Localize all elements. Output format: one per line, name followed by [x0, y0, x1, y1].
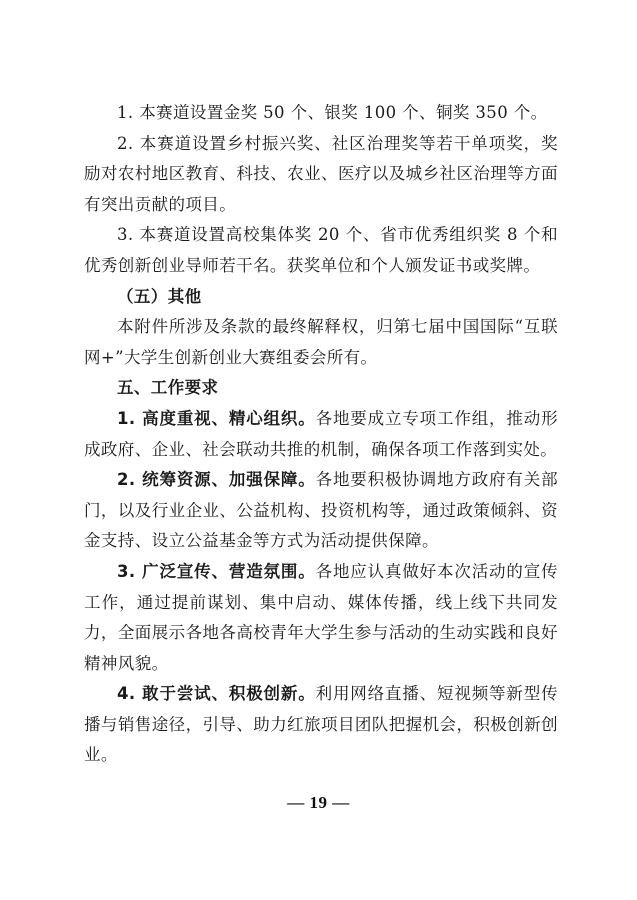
requirement-item-1 — [84, 404, 558, 465]
paragraph-text: 各地要积极协调地方政府有关部门，以及行业企业、公益机构、投资机构等，通过政策倾斜、资金支持、设立公益基金等方式为活动提供保障。 — [84, 470, 558, 551]
interpretation-paragraph — [84, 312, 558, 373]
requirement-lead: 2. 统筹资源、加强保障。 — [117, 470, 316, 490]
paragraph-text: 本附件所涉及条款的最终解释权，归第七届中国国际“互联网+”大学生创新创业大赛组委会所有。 — [84, 317, 558, 367]
paragraph-text: 各地要成立专项工作组，推动形成政府、企业、社会联动共推的机制，确保各项工作落到实处。 — [84, 408, 558, 459]
requirement-lead: 1. 高度重视、精心组织。 — [117, 408, 316, 428]
document-body — [84, 98, 558, 771]
paragraph-text: 1. 本赛道设置金奖 50 个、银奖 100 个、铜奖 350 个。 — [117, 103, 548, 122]
requirement-item-2 — [84, 465, 558, 557]
requirement-item-3 — [84, 557, 558, 679]
paragraph-text: 2. 本赛道设置乡村振兴奖、社区治理奖等若干单项奖，奖励对农村地区教育、科技、农业、医疗以及城乡社区治理等方面有突出贡献的项目。 — [84, 133, 558, 214]
page-number: — 19 — — [287, 793, 350, 812]
section-heading-other — [84, 282, 558, 313]
heading-text: 五、工作要求 — [117, 378, 219, 398]
award-item-1 — [84, 98, 558, 129]
heading-text: （五）其他 — [117, 286, 202, 306]
requirement-lead: 3. 广泛宣传、营造氛围。 — [117, 561, 316, 581]
paragraph-text: 各地应认真做好本次活动的宣传工作，通过提前谋划、集中启动、媒体传播，线上线下共同发力，全面展示各地各高校青年大学生参与活动的生动实践和良好精神风貌。 — [84, 561, 558, 673]
award-item-2 — [84, 129, 558, 221]
requirement-lead: 4. 敢于尝试、积极创新。 — [117, 684, 316, 704]
section-heading-requirements — [84, 373, 558, 404]
paragraph-text: 利用网络直播、短视频等新型传播与销售途径，引导、助力红旅项目团队把握机会，积极创新创业。 — [84, 684, 558, 765]
requirement-item-4 — [84, 679, 558, 771]
award-item-3 — [84, 220, 558, 281]
paragraph-text: 3. 本赛道设置高校集体奖 20 个、省市优秀组织奖 8 个和优秀创新创业导师若干名。获奖单位和个人颁发证书或奖牌。 — [84, 225, 558, 275]
